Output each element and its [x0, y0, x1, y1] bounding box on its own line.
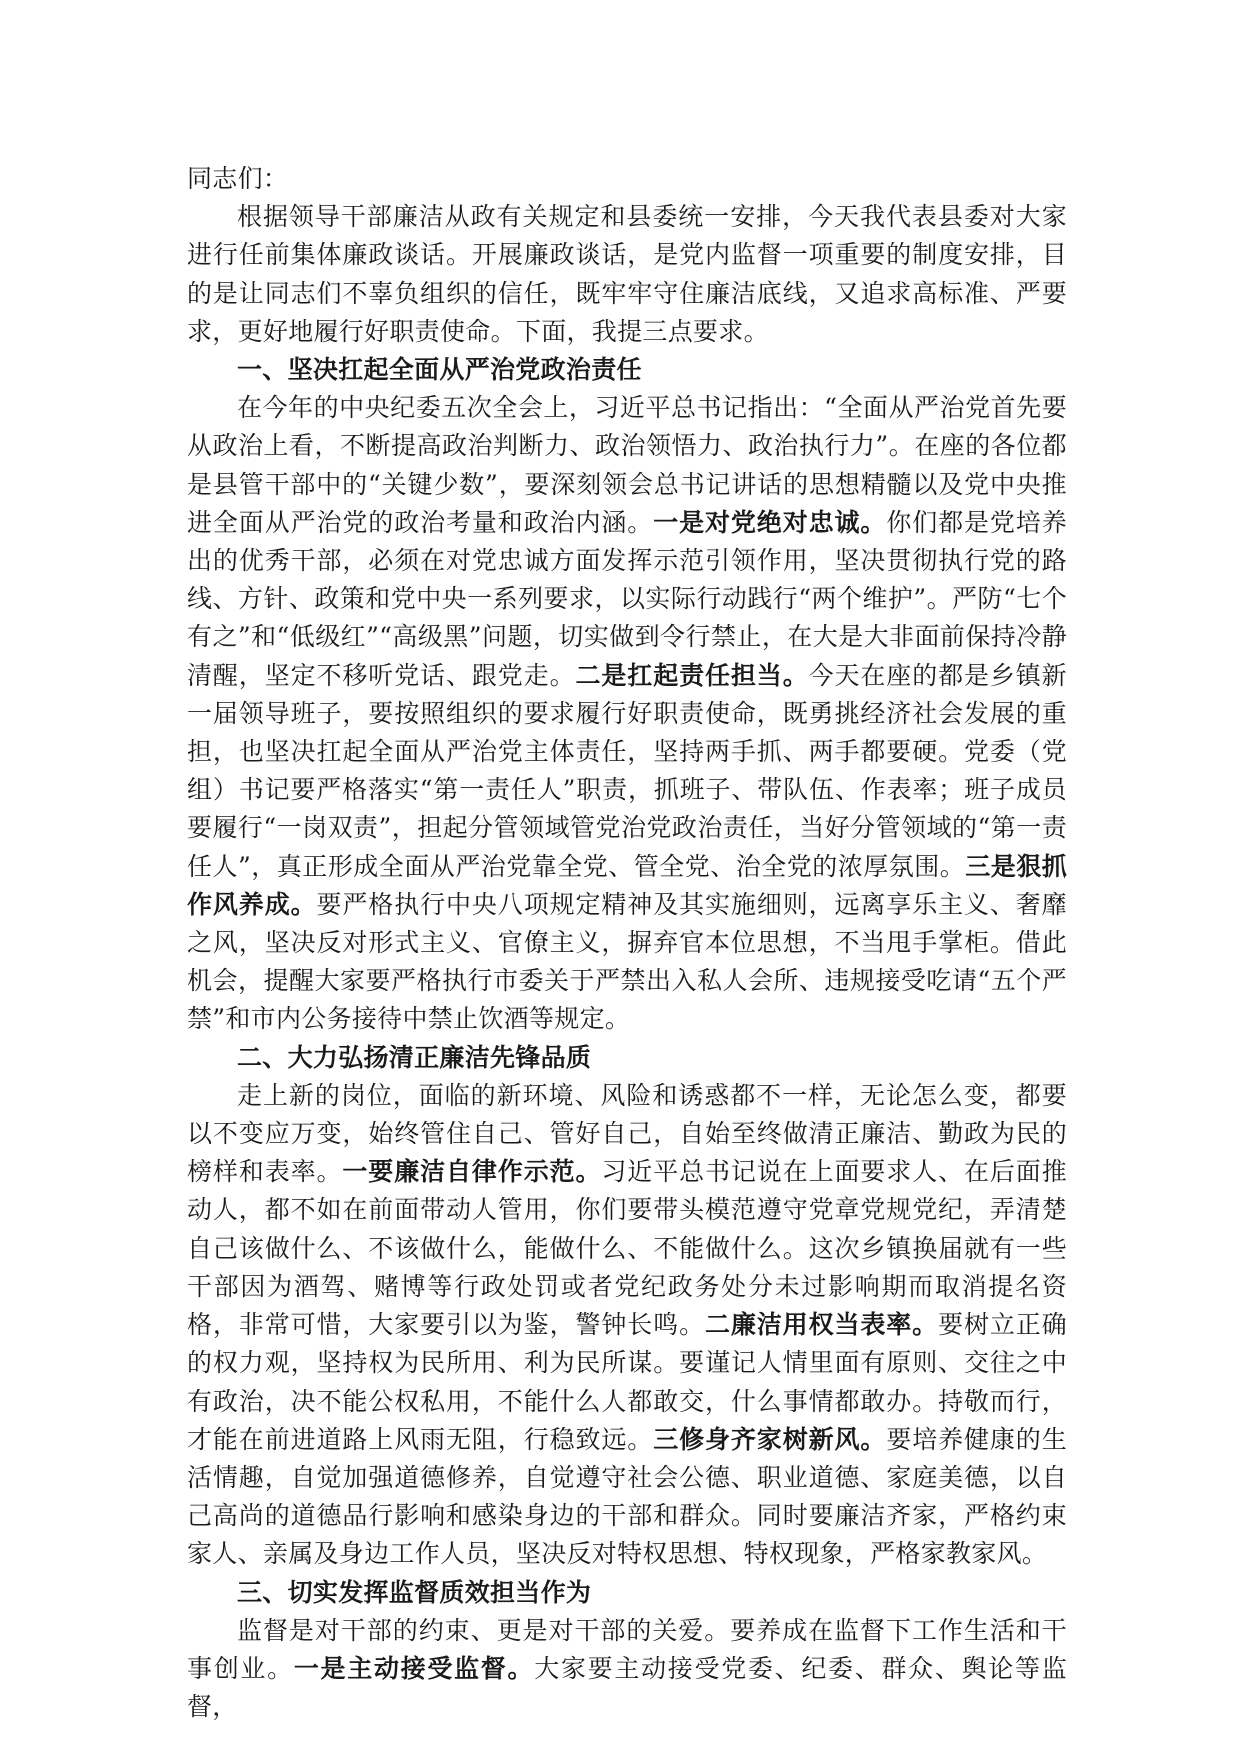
- section-1-paragraph: [187, 389, 1067, 1038]
- salutation: 同志们：: [187, 164, 289, 193]
- section-2-text-b: 习近平总书记说在上面要求人、在后面推动人，都不如在前面带动人管用，你们要带头模范遵守党章党规党纪，弄清楚自己该做什么、不该做什么，能做什么、不能做什么。这次乡镇换届就有一些干部因为酒驾、赌博等行政处罚或者党纪政务处分未过影响期而取消提名资格，非常可惜，大家要引以为鉴，警钟长鸣。: [187, 1157, 1067, 1340]
- section-2-paragraph: [187, 1077, 1067, 1574]
- section-1-text-a: 在今年的中央纪委五次全会上，习近平总书记指出：“全面从严治党首先要从政治上看，不断提高政治判断力、政治领悟力、政治执行力”。在座的各位都是县管干部中的“关键少数”，要深刻领会总书记讲话的思想精髓以及党中央推进全面从严治党的政治考量和政治内涵。: [187, 393, 1067, 537]
- section-3-paragraph: [187, 1612, 1067, 1727]
- section-3-text-b: 大家要主动接受党委、纪委、群众、舆论等监督，: [187, 1653, 1068, 1722]
- section-1-lead-3: 三是狠抓作风养成。: [187, 851, 1067, 919]
- section-2-text-a: 走上新的岗位，面临的新环境、风险和诱惑都不一样，无论怎么变，都要以不变应万变，始终管住自己、管好自己，自始至终做清正廉洁、勤政为民的榜样和表率。: [187, 1080, 1067, 1187]
- section-1-text-d: 要严格执行中央八项规定精神及其实施细则，远离享乐主义、奢靡之风，坚决反对形式主义、官僚主义，摒弃官本位思想，不当甩手掌柜。借此机会，提醒大家要严格执行市委关于严禁出入私人会所、违规接受吃请“五个严禁”和市内公务接待中禁止饮酒等规定。: [187, 889, 1067, 1034]
- section-1-heading: 一、坚决扛起全面从严治党政治责任: [237, 355, 642, 385]
- section-1-text-b: 你们都是党培养出的优秀干部，必须在对党忠诚方面发挥示范引领作用，坚决贯彻执行党的路线、方针、政策和党中央一系列要求，以实际行动践行“两个维护”。严防“七个有之”和“低级红”“高级黑”问题，切实做到令行禁止，在大是大非面前保持冷静清醒，坚定不移听党话、跟党走。: [187, 507, 1068, 690]
- section-1-lead-2: 二是扛起责任担当。: [575, 660, 809, 690]
- section-2-lead-1: 一要廉洁自律作示范。: [342, 1157, 602, 1187]
- section-3-lead-1: 一是主动接受监督。: [293, 1653, 535, 1683]
- section-2-lead-2: 二廉洁用权当表率。: [704, 1310, 939, 1340]
- section-1-text-c: 今天在座的都是乡镇新一届领导班子，要按照组织的要求履行好职责使命，既勇挑经济社会发展的重担，也坚决扛起全面从严治党主体责任，坚持两手抓、两手都要硬。党委（党组）书记要严格落实“第一责任人”职责，抓班子、带队伍、作表率；班子成员要履行“一岗双责”，担起分管领域管党治党政治责任，当好分管领域的“第一责任人”，真正形成全面从严治党靠全党、管全党、治全党的浓厚氛围。: [187, 660, 1067, 881]
- section-2-lead-3: 三修身齐家树新风。: [653, 1424, 887, 1454]
- section-1-lead-1: 一是对党绝对忠诚。: [653, 507, 887, 537]
- intro-paragraph: 根据领导干部廉洁从政有关规定和县委统一安排，今天我代表县委对大家进行任前集体廉政谈话。开展廉政谈话，是党内监督一项重要的制度安排，目的是让同志们不辜负组织的信任，既牢牢守住廉洁底线，又追求高标准、严要求，更好地履行好职责使命。下面，我提三点要求。: [187, 202, 1067, 346]
- section-2-heading: 二、大力弘扬清正廉洁先锋品质: [237, 1042, 592, 1072]
- section-2-text-d: 要培养健康的生活情趣，自觉加强道德修养，自觉遵守社会公德、职业道德、家庭美德，以自己高尚的道德品行影响和感染身边的干部和群众。同时要廉洁齐家，严格约束家人、亲属及身边工作人员，坚决反对特权思想、特权现象，严格家教家风。: [187, 1424, 1068, 1569]
- document-body: [187, 160, 1067, 1726]
- section-3-heading: 三、切实发挥监督质效担当作为: [237, 1577, 592, 1607]
- section-3-text-a: 监督是对干部的约束、更是对干部的关爱。要养成在监督下工作生活和干事创业。: [187, 1615, 1067, 1683]
- section-2-text-c: 要树立正确的权力观，坚持权为民所用、利为民所谋。要谨记人情里面有原则、交往之中有政治，决不能公权私用，不能什么人都敢交，什么事情都敢办。持敬而行，才能在前进道路上风雨无阻，行稳致远。: [187, 1310, 1067, 1454]
